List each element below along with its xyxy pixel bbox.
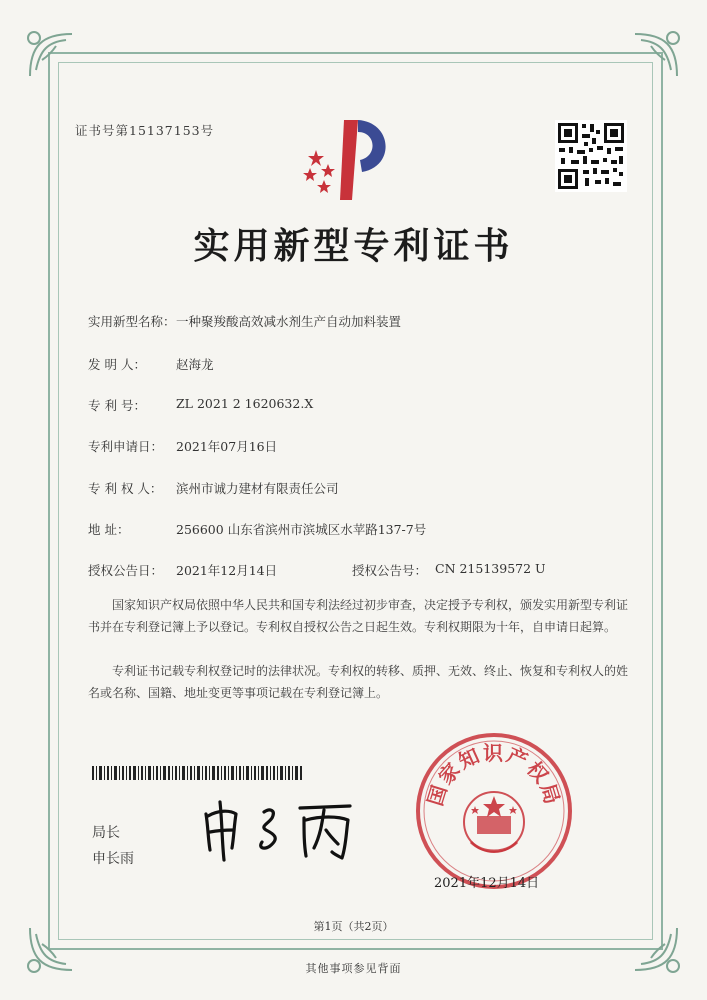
- field-label-grant-date: 授权公告日：: [88, 563, 164, 578]
- field-value-grant-date: 2021年12月14日: [176, 563, 278, 578]
- field-label-filing-date: 专利申请日：: [88, 439, 164, 454]
- field-value-patentee: 滨州市诚力建材有限责任公司: [176, 481, 339, 496]
- cnipa-logo-icon: [296, 110, 406, 206]
- footer-note: 其他事项参见背面: [305, 962, 402, 975]
- field-value-address: 256600 山东省滨州市滨城区水苹路137-7号: [176, 522, 427, 537]
- barcode-icon: [92, 766, 302, 780]
- field-value-name: 一种聚羧酸高效减水剂生产自动加料装置: [176, 314, 402, 329]
- field-label-patentee: 专 利 权 人：: [88, 481, 163, 496]
- ornament-top-left-icon: [22, 26, 80, 84]
- seal-date: 2021年12月14日: [434, 876, 540, 891]
- field-value-announcement-no: CN 215139572 U: [435, 561, 546, 576]
- handwritten-signature-icon: [200, 796, 360, 862]
- certificate-title: 实用新型专利证书: [193, 225, 514, 267]
- paragraph-grant-statement: 国家知识产权局依照中华人民共和国专利法经过初步审查，决定授予专利权，颁发实用新型专利证书并在专利登记簿上予以登记。专利权自授权公告之日起生效。专利权期限为十年，自申请日起算。: [88, 598, 629, 634]
- director-name: 申长雨: [92, 851, 134, 867]
- field-label-announcement-no: 授权公告号：: [352, 563, 428, 578]
- ornament-top-right-icon: [627, 26, 685, 84]
- field-value-filing-date: 2021年07月16日: [176, 439, 278, 454]
- field-label-name: 实用新型名称：: [88, 314, 176, 329]
- field-label-inventor: 发 明 人：: [88, 357, 146, 372]
- certificate-number: 证书号第15137153号: [75, 123, 215, 138]
- field-value-inventor: 赵海龙: [176, 357, 214, 372]
- official-seal-icon: [413, 730, 575, 892]
- field-label-patent-no: 专 利 号：: [88, 398, 146, 413]
- director-title: 局长: [92, 825, 120, 841]
- qr-code-icon: [555, 120, 627, 192]
- page-number: 第1页（共2页）: [313, 920, 394, 933]
- field-label-address: 地 址：: [88, 522, 130, 537]
- seal-text: 国家知识产权局: [422, 740, 566, 809]
- paragraph-legal-status: 专利证书记载专利权登记时的法律状况。专利权的转移、质押、无效、终止、恢复和专利权人的姓名或名称、国籍、地址变更等事项记载在专利登记簿上。: [88, 664, 629, 700]
- field-value-patent-no: ZL 2021 2 1620632.X: [176, 396, 314, 411]
